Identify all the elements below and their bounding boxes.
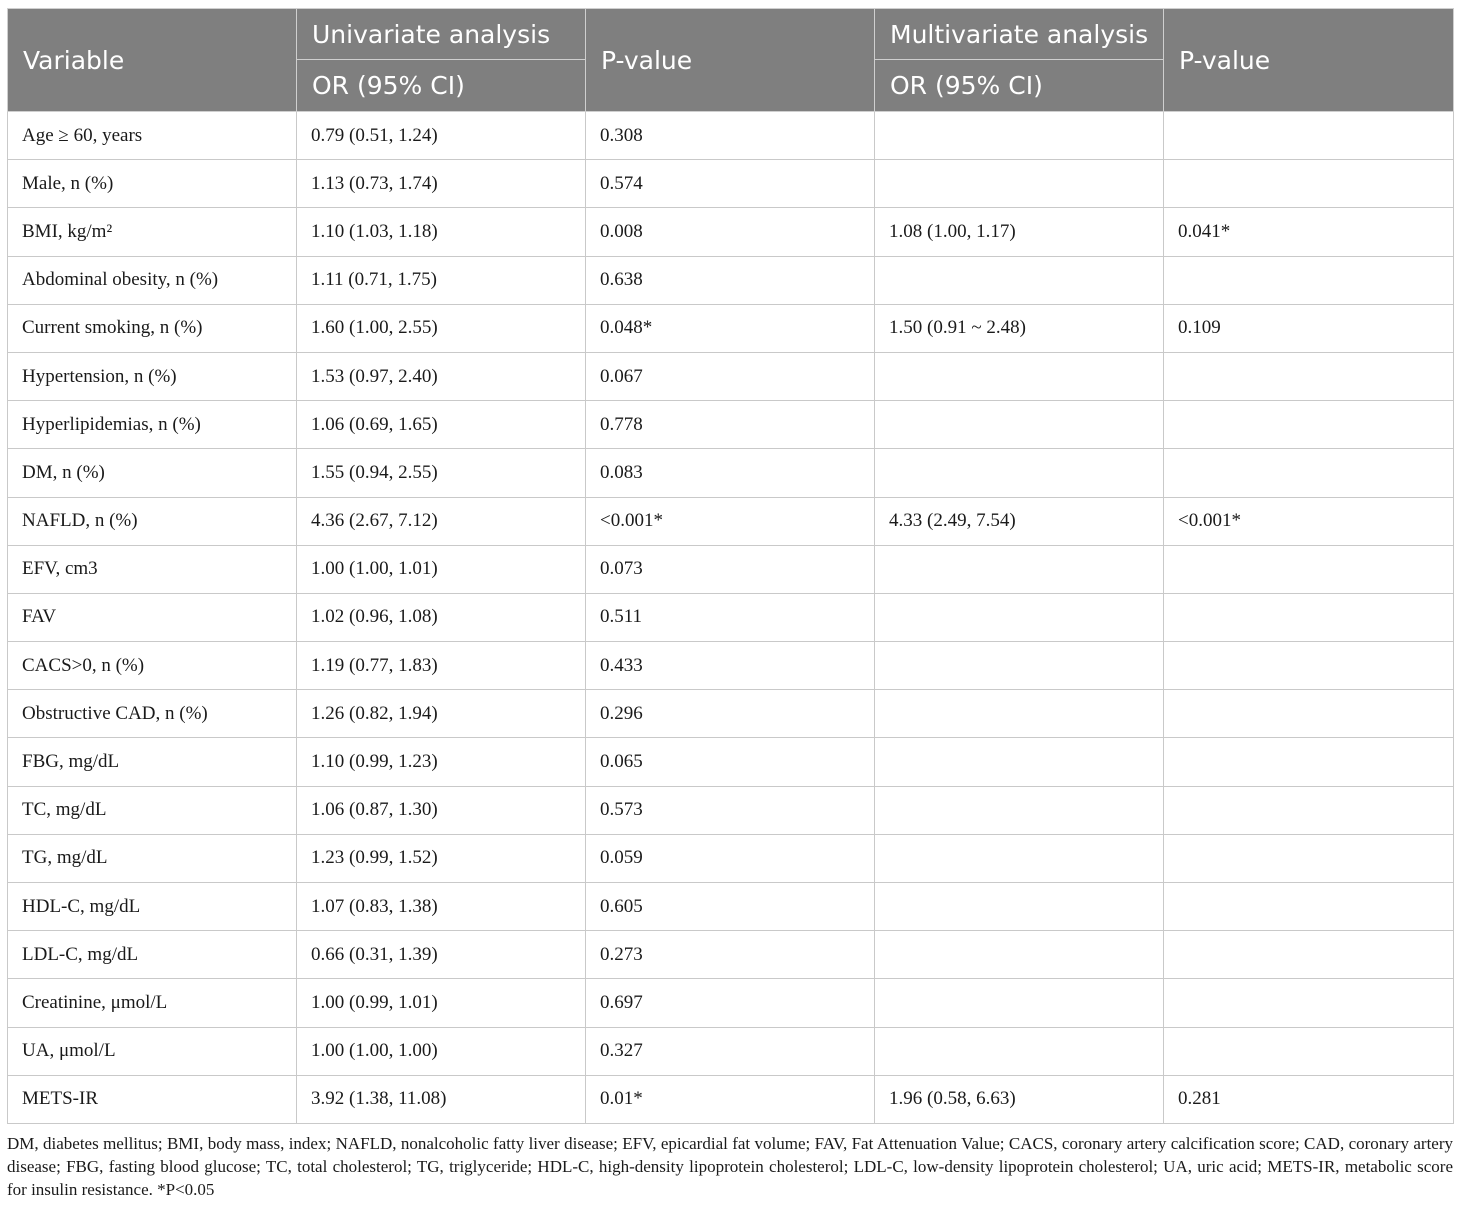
cell-multivariate-or: 1.08 (1.00, 1.17) bbox=[875, 208, 1164, 256]
cell-variable: Abdominal obesity, n (%) bbox=[8, 256, 297, 304]
table-row bbox=[8, 738, 1454, 786]
cell-univariate-p: 0.778 bbox=[586, 401, 875, 449]
cell-univariate-or: 0.66 (0.31, 1.39) bbox=[297, 931, 586, 979]
cell-univariate-or: 1.00 (1.00, 1.01) bbox=[297, 545, 586, 593]
cell-multivariate-or bbox=[875, 401, 1164, 449]
cell-variable: METS-IR bbox=[8, 1075, 297, 1123]
cell-multivariate-p bbox=[1164, 1027, 1454, 1075]
cell-multivariate-or bbox=[875, 834, 1164, 882]
cell-multivariate-p bbox=[1164, 883, 1454, 931]
cell-univariate-or: 1.07 (0.83, 1.38) bbox=[297, 883, 586, 931]
cell-univariate-p: 0.605 bbox=[586, 883, 875, 931]
cell-variable: Age ≥ 60, years bbox=[8, 112, 297, 160]
table-row bbox=[8, 1027, 1454, 1075]
cell-univariate-or: 1.53 (0.97, 2.40) bbox=[297, 352, 586, 400]
table-row bbox=[8, 401, 1454, 449]
cell-multivariate-p bbox=[1164, 593, 1454, 641]
table-row bbox=[8, 690, 1454, 738]
cell-univariate-p: 0.01* bbox=[586, 1075, 875, 1123]
cell-multivariate-p bbox=[1164, 834, 1454, 882]
cell-multivariate-or bbox=[875, 738, 1164, 786]
cell-variable: FBG, mg/dL bbox=[8, 738, 297, 786]
cell-variable: FAV bbox=[8, 593, 297, 641]
table-row bbox=[8, 642, 1454, 690]
cell-multivariate-p bbox=[1164, 112, 1454, 160]
cell-multivariate-p bbox=[1164, 642, 1454, 690]
cell-univariate-p: 0.638 bbox=[586, 256, 875, 304]
cell-multivariate-p: 0.041* bbox=[1164, 208, 1454, 256]
cell-variable: NAFLD, n (%) bbox=[8, 497, 297, 545]
cell-univariate-p: 0.697 bbox=[586, 979, 875, 1027]
cell-multivariate-p bbox=[1164, 979, 1454, 1027]
cell-multivariate-p: 0.109 bbox=[1164, 304, 1454, 352]
cell-univariate-p: 0.296 bbox=[586, 690, 875, 738]
cell-univariate-p: 0.065 bbox=[586, 738, 875, 786]
table-row bbox=[8, 786, 1454, 834]
table-footnote: DM, diabetes mellitus; BMI, body mass, index; NAFLD, nonalcoholic fatty liver disease; EFV, epicardial fat volume; FAV, Fat Attenuation Value; CACS, coronary artery calcification score; CAD, coronary artery disease; FBG, fasting blood glucose; TC, total cholesterol; TG, triglyceride; HDL-C, high-density lipoprotein cholesterol; LDL-C, low-density lipoprotein cholesterol; UA, uric acid; METS-IR, metabolic score for insulin resistance. *P<0.05 bbox=[7, 1134, 1453, 1199]
table-row bbox=[8, 256, 1454, 304]
cell-univariate-or: 1.11 (0.71, 1.75) bbox=[297, 256, 586, 304]
cell-univariate-or: 1.19 (0.77, 1.83) bbox=[297, 642, 586, 690]
cell-variable: Current smoking, n (%) bbox=[8, 304, 297, 352]
cell-multivariate-or: 1.96 (0.58, 6.63) bbox=[875, 1075, 1164, 1123]
cell-multivariate-p bbox=[1164, 256, 1454, 304]
cell-univariate-or: 1.10 (0.99, 1.23) bbox=[297, 738, 586, 786]
cell-multivariate-or bbox=[875, 545, 1164, 593]
cell-univariate-or: 1.13 (0.73, 1.74) bbox=[297, 160, 586, 208]
table-header bbox=[8, 9, 1454, 112]
cell-univariate-or: 0.79 (0.51, 1.24) bbox=[297, 112, 586, 160]
cell-univariate-p: 0.083 bbox=[586, 449, 875, 497]
cell-variable: Hyperlipidemias, n (%) bbox=[8, 401, 297, 449]
cell-univariate-or: 1.10 (1.03, 1.18) bbox=[297, 208, 586, 256]
cell-multivariate-p bbox=[1164, 931, 1454, 979]
table-row bbox=[8, 449, 1454, 497]
cell-univariate-p: 0.573 bbox=[586, 786, 875, 834]
cell-variable: Male, n (%) bbox=[8, 160, 297, 208]
table-row bbox=[8, 208, 1454, 256]
table-row bbox=[8, 160, 1454, 208]
cell-multivariate-p: <0.001* bbox=[1164, 497, 1454, 545]
cell-multivariate-or bbox=[875, 1027, 1164, 1075]
table-row bbox=[8, 834, 1454, 882]
cell-univariate-or: 1.00 (1.00, 1.00) bbox=[297, 1027, 586, 1075]
cell-multivariate-or bbox=[875, 352, 1164, 400]
cell-variable: LDL-C, mg/dL bbox=[8, 931, 297, 979]
cell-multivariate-p bbox=[1164, 786, 1454, 834]
cell-univariate-p: 0.273 bbox=[586, 931, 875, 979]
cell-univariate-or: 1.06 (0.69, 1.65) bbox=[297, 401, 586, 449]
regression-table bbox=[7, 8, 1454, 1124]
cell-variable: DM, n (%) bbox=[8, 449, 297, 497]
cell-variable: Creatinine, μmol/L bbox=[8, 979, 297, 1027]
cell-multivariate-or: 4.33 (2.49, 7.54) bbox=[875, 497, 1164, 545]
cell-univariate-or: 1.26 (0.82, 1.94) bbox=[297, 690, 586, 738]
cell-univariate-p: 0.073 bbox=[586, 545, 875, 593]
cell-multivariate-p bbox=[1164, 690, 1454, 738]
cell-univariate-p: 0.433 bbox=[586, 642, 875, 690]
cell-variable: Hypertension, n (%) bbox=[8, 352, 297, 400]
cell-univariate-p: 0.574 bbox=[586, 160, 875, 208]
cell-univariate-or: 1.23 (0.99, 1.52) bbox=[297, 834, 586, 882]
cell-multivariate-p bbox=[1164, 545, 1454, 593]
table-row bbox=[8, 352, 1454, 400]
table-body bbox=[8, 112, 1454, 1124]
cell-multivariate-or bbox=[875, 449, 1164, 497]
cell-univariate-p: 0.008 bbox=[586, 208, 875, 256]
cell-univariate-p: 0.327 bbox=[586, 1027, 875, 1075]
cell-variable: Obstructive CAD, n (%) bbox=[8, 690, 297, 738]
table-row bbox=[8, 112, 1454, 160]
cell-univariate-p: <0.001* bbox=[586, 497, 875, 545]
table-row bbox=[8, 931, 1454, 979]
cell-univariate-or: 1.02 (0.96, 1.08) bbox=[297, 593, 586, 641]
table-row bbox=[8, 497, 1454, 545]
table-row bbox=[8, 593, 1454, 641]
cell-multivariate-or bbox=[875, 642, 1164, 690]
cell-multivariate-or bbox=[875, 786, 1164, 834]
cell-multivariate-or: 1.50 (0.91 ~ 2.48) bbox=[875, 304, 1164, 352]
cell-multivariate-or bbox=[875, 593, 1164, 641]
header-multivariate-p-value: P-value bbox=[1164, 9, 1454, 112]
cell-univariate-or: 3.92 (1.38, 11.08) bbox=[297, 1075, 586, 1123]
cell-variable: EFV, cm3 bbox=[8, 545, 297, 593]
cell-univariate-p: 0.048* bbox=[586, 304, 875, 352]
cell-univariate-or: 1.60 (1.00, 2.55) bbox=[297, 304, 586, 352]
cell-multivariate-p bbox=[1164, 401, 1454, 449]
cell-multivariate-or bbox=[875, 112, 1164, 160]
header-univariate-p-value: P-value bbox=[586, 9, 875, 112]
header-multivariate-analysis: Multivariate analysis bbox=[875, 9, 1164, 60]
header-univariate-or: OR (95% CI) bbox=[297, 60, 586, 112]
table-row bbox=[8, 979, 1454, 1027]
cell-variable: UA, μmol/L bbox=[8, 1027, 297, 1075]
cell-univariate-or: 4.36 (2.67, 7.12) bbox=[297, 497, 586, 545]
cell-multivariate-p bbox=[1164, 449, 1454, 497]
cell-multivariate-or bbox=[875, 883, 1164, 931]
cell-variable: HDL-C, mg/dL bbox=[8, 883, 297, 931]
cell-multivariate-p bbox=[1164, 352, 1454, 400]
cell-variable: TC, mg/dL bbox=[8, 786, 297, 834]
cell-multivariate-p bbox=[1164, 738, 1454, 786]
header-multivariate-or: OR (95% CI) bbox=[875, 60, 1164, 112]
table-row bbox=[8, 304, 1454, 352]
cell-variable: TG, mg/dL bbox=[8, 834, 297, 882]
cell-univariate-p: 0.308 bbox=[586, 112, 875, 160]
header-variable: Variable bbox=[8, 9, 297, 112]
cell-multivariate-or bbox=[875, 256, 1164, 304]
cell-univariate-p: 0.511 bbox=[586, 593, 875, 641]
cell-univariate-or: 1.55 (0.94, 2.55) bbox=[297, 449, 586, 497]
cell-multivariate-or bbox=[875, 979, 1164, 1027]
cell-univariate-p: 0.067 bbox=[586, 352, 875, 400]
header-univariate-analysis: Univariate analysis bbox=[297, 9, 586, 60]
table-row bbox=[8, 883, 1454, 931]
table-row bbox=[8, 1075, 1454, 1123]
cell-multivariate-or bbox=[875, 931, 1164, 979]
cell-multivariate-or bbox=[875, 690, 1164, 738]
cell-multivariate-p bbox=[1164, 160, 1454, 208]
cell-variable: CACS>0, n (%) bbox=[8, 642, 297, 690]
cell-univariate-or: 1.06 (0.87, 1.30) bbox=[297, 786, 586, 834]
cell-multivariate-or bbox=[875, 160, 1164, 208]
cell-univariate-p: 0.059 bbox=[586, 834, 875, 882]
cell-univariate-or: 1.00 (0.99, 1.01) bbox=[297, 979, 586, 1027]
cell-multivariate-p: 0.281 bbox=[1164, 1075, 1454, 1123]
cell-variable: BMI, kg/m² bbox=[8, 208, 297, 256]
table-row bbox=[8, 545, 1454, 593]
